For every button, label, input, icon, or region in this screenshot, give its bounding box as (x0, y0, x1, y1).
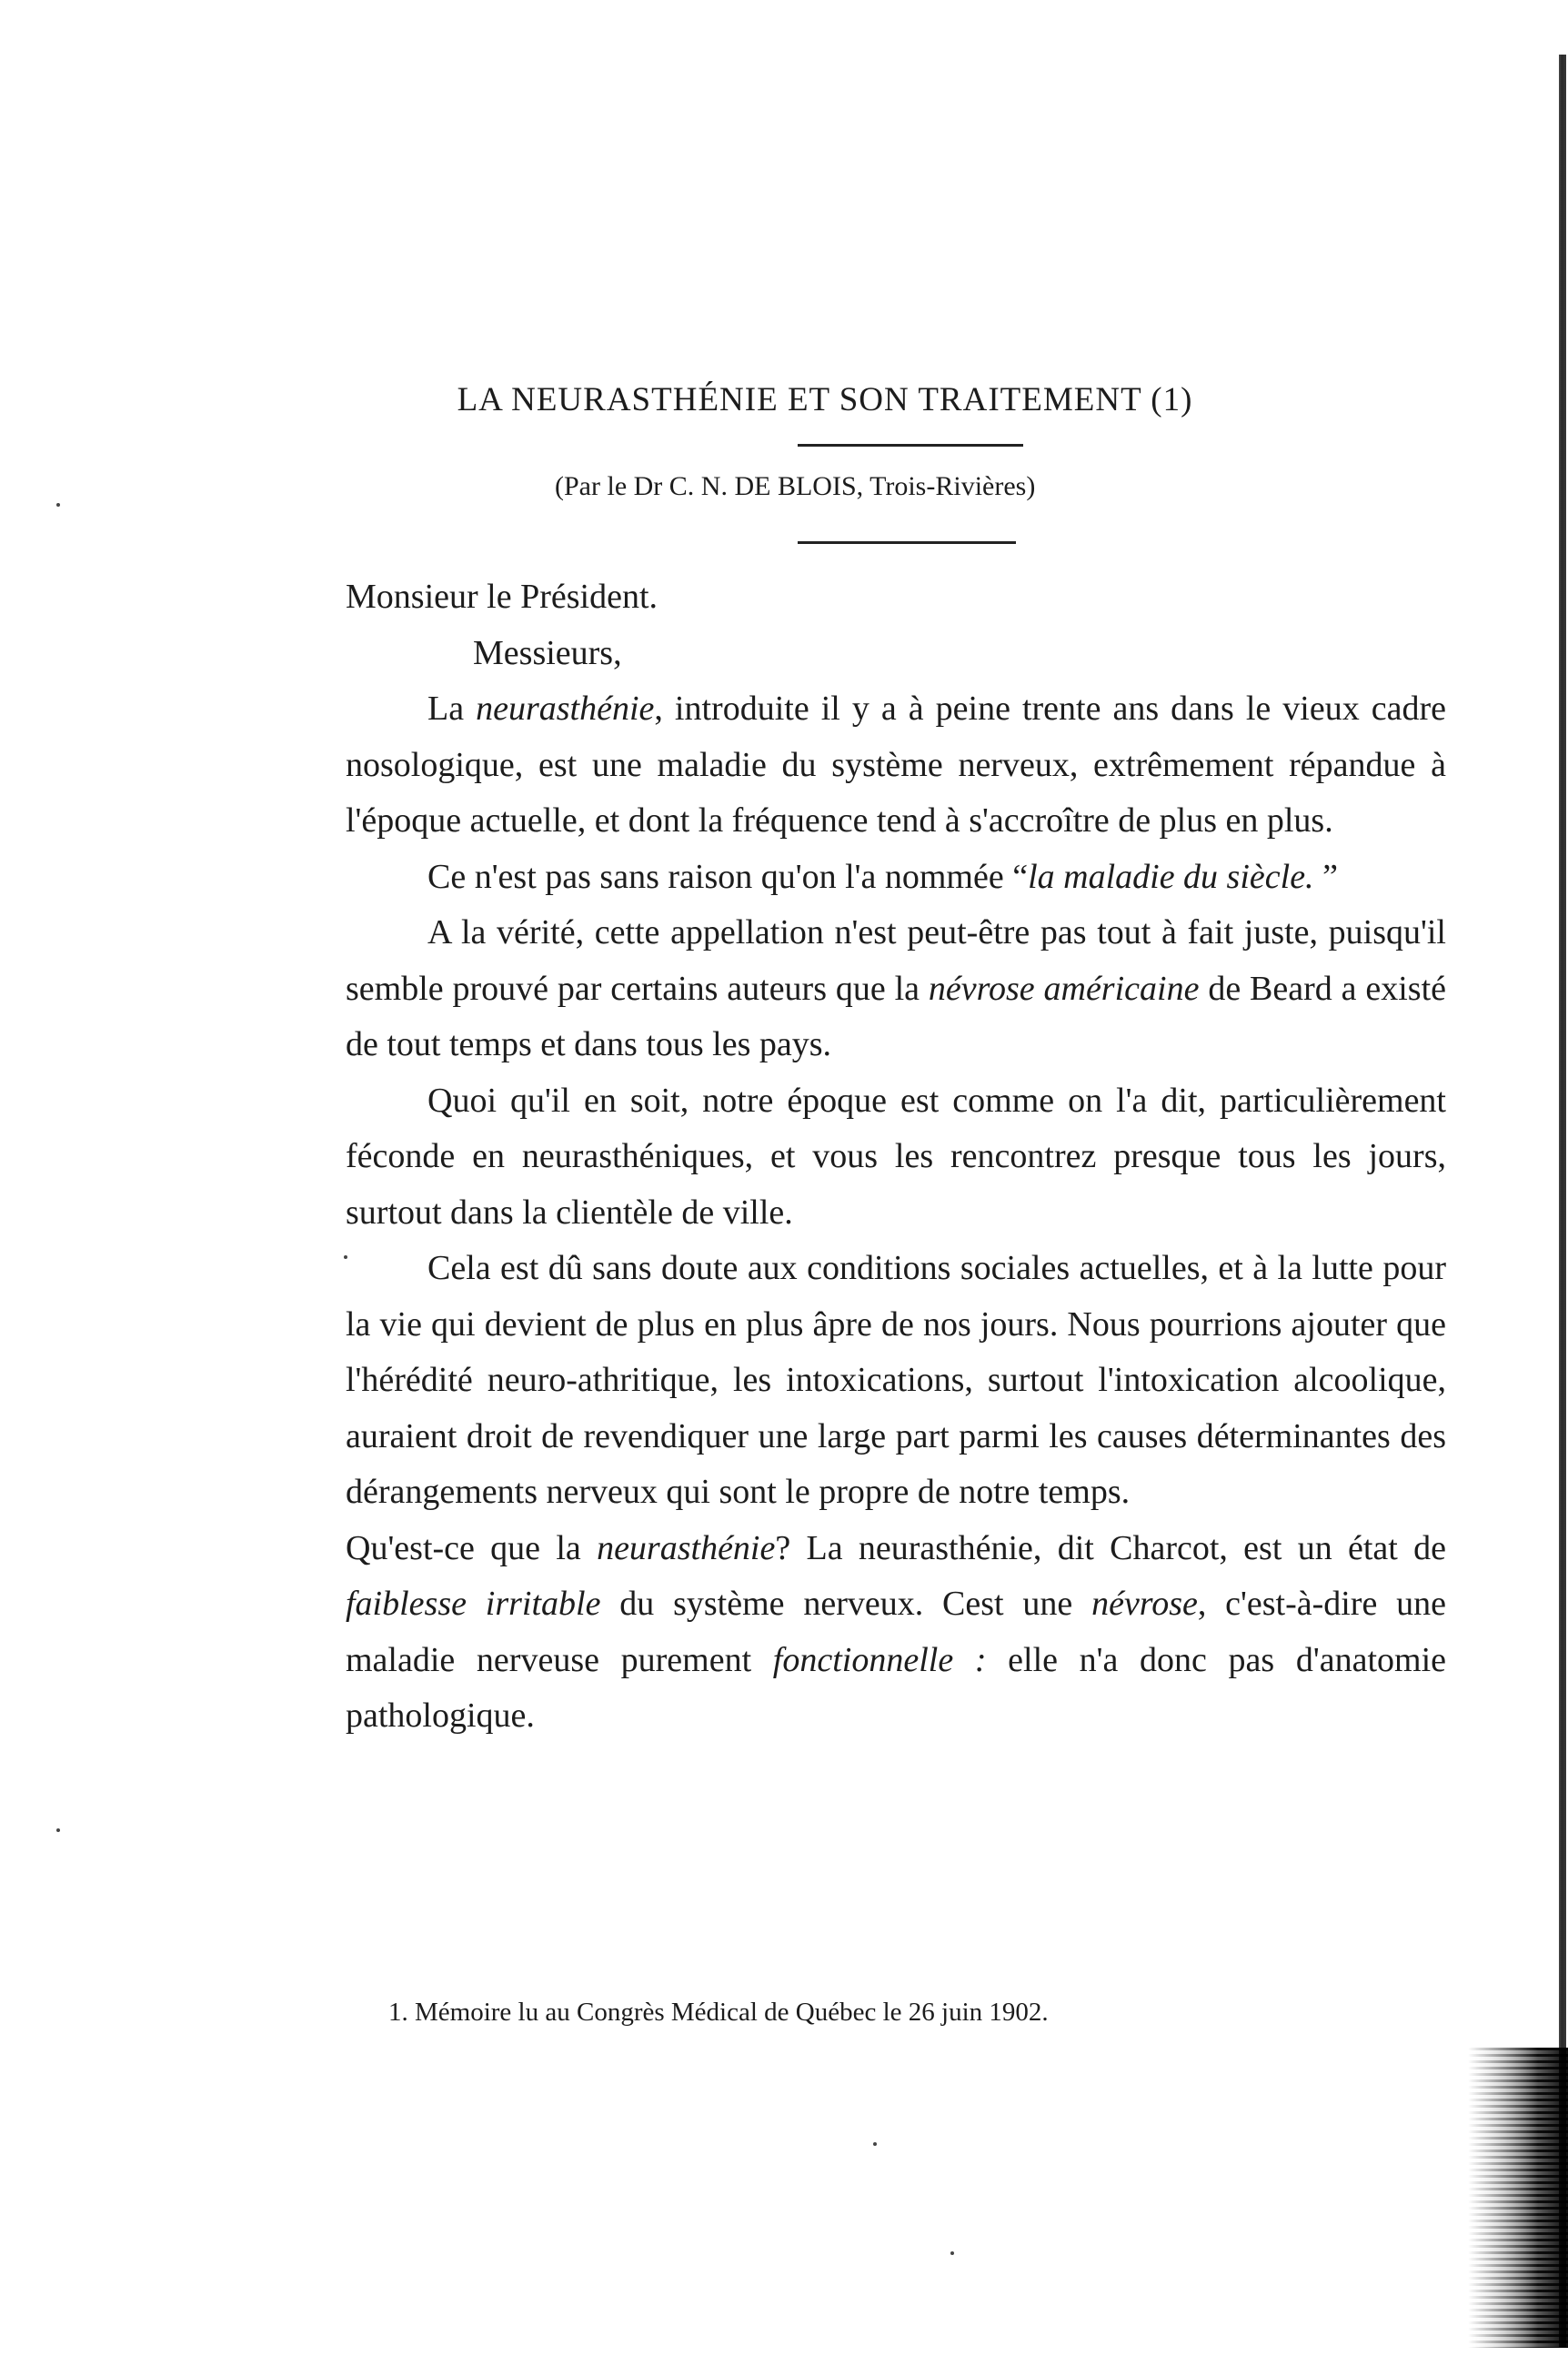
article-title: LA NEURASTHÉNIE ET SON TRAITEMENT (1) (457, 381, 1193, 418)
emphasis-term: faiblesse irritable (346, 1585, 601, 1623)
scan-speck (56, 1828, 60, 1832)
scan-speck (873, 2142, 877, 2146)
paragraph-6: Qu'est-ce que la neurasthénie? La neurasthénie, dit Charcot, est un état de faiblesse irritable du système nerveux. Cest une névrose, c'est-à-dire une maladie nerveuse purement fonctionnelle : elle n'a donc pas d'anatomie pathologique. (346, 1528, 1447, 1735)
title-rule (798, 444, 1023, 447)
emphasis-term: neurasthénie (476, 690, 655, 728)
footnote: 1. Mémoire lu au Congrès Médical de Québec le 26 juin 1902. (388, 1998, 1049, 2027)
article-body (346, 569, 1446, 1745)
paragraph-2: Ce n'est pas sans raison qu'on l'a nommée “la maladie du siècle. ” (427, 857, 1338, 896)
emphasis-term: névrose américaine (928, 969, 1200, 1008)
paragraph-5: Cela est dû sans doute aux conditions sociales actuelles, et à la lutte pour la vie qui devient de plus en plus âpre de nos jours. Nous pourrions ajouter que l'hérédité neuro-athritique, les intoxications, surtout l'intoxication alcoolique, auraient droit de revendiquer une large part parmi les causes déterminantes des dérangements nerveux qui sont le propre de notre temps. (346, 1249, 1446, 1511)
greeting: Messieurs, (473, 633, 622, 672)
paragraph-1: La neurasthénie, introduite il y a à peine trente ans dans le vieux cadre nosologique, est une maladie du système nerveux, extrêmement répandue à l'époque actuelle, et dont la fréquence tend à s'accroître de plus en plus. (346, 690, 1446, 840)
paragraph-4: Quoi qu'il en soit, notre époque est comme on l'a dit, particulièrement féconde en neurasthéniques, et vous les rencontrez presque tous les jours, surtout dans la clientèle de ville. (346, 1081, 1446, 1232)
emphasis-term: fonctionnelle : (772, 1640, 987, 1679)
salutation: Monsieur le Président. (346, 578, 658, 616)
byline-rule (798, 541, 1016, 544)
emphasis-term: neurasthénie (597, 1528, 776, 1567)
scan-speck (56, 503, 60, 507)
paragraph-3: A la vérité, cette appellation n'est peut-être pas tout à fait juste, puisqu'il semble prouvé par certains auteurs que la névrose américaine de Beard a existé de tout temps et dans tous les pays. (346, 913, 1446, 1063)
emphasis-term: la maladie du siècle. (1028, 857, 1314, 896)
article-byline: (Par le Dr C. N. DE BLOIS, Trois-Rivières) (555, 471, 1036, 501)
page-edge-scan-artifact (1468, 2048, 1568, 2348)
emphasis-term: névrose (1091, 1585, 1198, 1623)
scan-speck (950, 2251, 954, 2255)
